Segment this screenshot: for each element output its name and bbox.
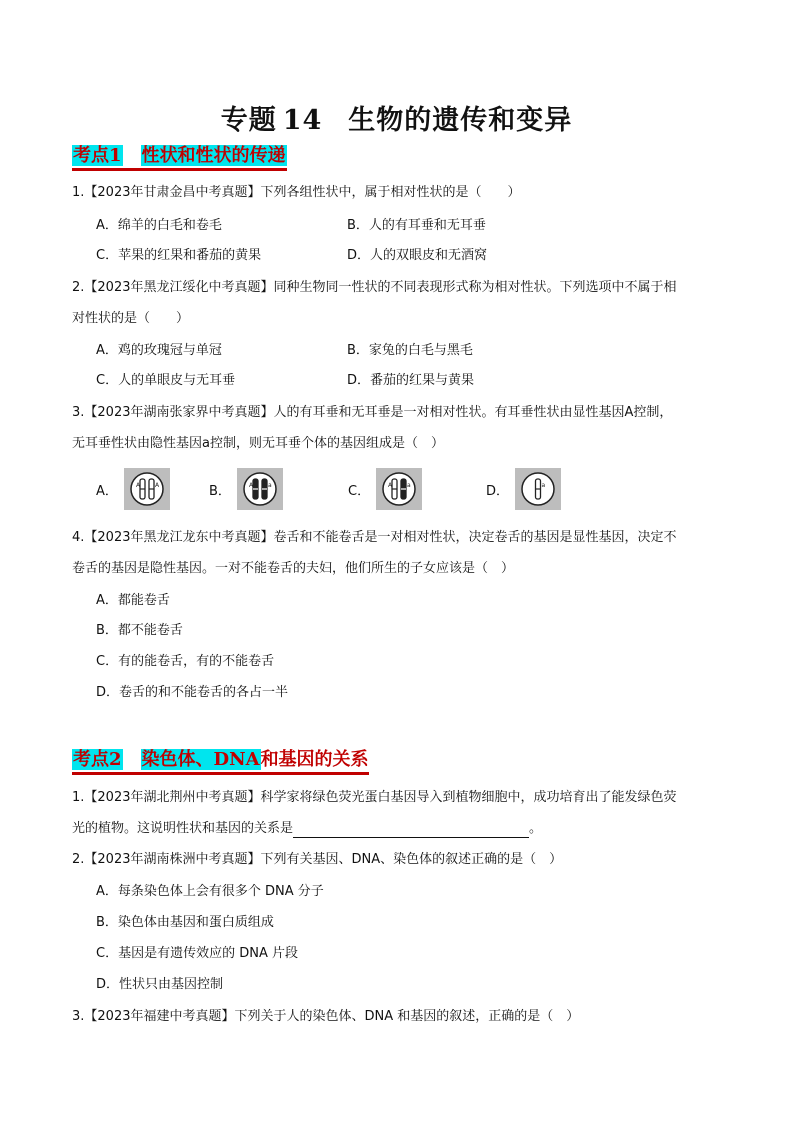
q4-option-d: D．卷舌的和不能卷舌的各占一半: [96, 685, 289, 700]
q1-option-a: A．绵羊的白毛和卷毛: [96, 218, 222, 233]
answer-blank[interactable]: [293, 823, 529, 838]
svg-text:A: A: [154, 482, 160, 489]
svg-text:a: a: [541, 482, 546, 489]
svg-text:a: a: [407, 482, 411, 489]
s2-question-2-stem: 2.【2023年湖南株洲中考真题】下列有关基因、DNA、染色体的叙述正确的是（ ）: [72, 852, 563, 867]
question-2-stem-line1: 2.【2023年黑龙江绥化中考真题】同种生物同一性状的不同表现形式称为相对性状。下列选项中不属于相: [72, 280, 677, 295]
s2q2-option-b: B．染色体由基因和蛋白质组成: [96, 915, 274, 930]
section-title: 性状和性状的传递: [141, 145, 286, 166]
title-main: 专题: [220, 105, 277, 136]
question-4-stem-line1: 4.【2023年黑龙江龙东中考真题】卷舌和不能卷舌是一对相对性状，决定卷舌的基因是显性基因，决定不: [72, 530, 677, 545]
s2q2-option-d: D．性状只由基因控制: [96, 977, 224, 992]
q2-option-c: C．人的单眼皮与无耳垂: [96, 373, 236, 388]
q1-option-c: C．苹果的红果和番茄的黄果: [96, 248, 262, 263]
svg-text:A: A: [135, 482, 141, 489]
s2q2-option-c: C．基因是有遗传效应的 DNA 片段: [96, 946, 298, 961]
svg-text:A: A: [248, 482, 254, 489]
s2-question-3-stem: 3.【2023年福建中考真题】下列关于人的染色体、DNA 和基因的叙述，正确的是（ ）: [72, 1009, 580, 1024]
title-rest: 生物的遗传和变异: [348, 105, 573, 136]
question-4-stem-line2: 卷舌的基因是隐性基因。一对不能卷舌的夫妇，他们所生的子女应该是（ ）: [72, 561, 515, 576]
section-label: 考点1: [73, 145, 122, 166]
page-title: [0, 98, 793, 137]
section-heading-1: [72, 144, 287, 171]
q2-option-d: D．番茄的红果与黄果: [347, 373, 475, 388]
q2-option-a: A．鸡的玫瑰冠与单冠: [96, 343, 222, 358]
chromosome-pair-Aa-icon: [376, 468, 422, 510]
chromosome-pair-Aa-dark-icon: [237, 468, 283, 510]
s2-question-1-stem-line1: 1.【2023年湖北荆州中考真题】科学家将绿色荧光蛋白基因导入到植物细胞中，成功培育出了能发绿色荧: [72, 790, 677, 805]
q4-option-b: B．都不能卷舌: [96, 623, 183, 638]
q1-option-d: D．人的双眼皮和无酒窝: [347, 248, 488, 263]
svg-text:a: a: [267, 482, 272, 489]
q1-option-b: B．人的有耳垂和无耳垂: [347, 218, 486, 233]
chromosome-pair-AA-icon: [124, 468, 170, 510]
s2q2-option-a: A．每条染色体上会有很多个 DNA 分子: [96, 884, 324, 899]
title-number: 14: [282, 105, 323, 136]
section-label: 考点2: [73, 749, 122, 770]
q3-option-b: B． A a: [209, 466, 283, 512]
section-heading-2: [72, 748, 369, 775]
q4-option-c: C．有的能卷舌，有的不能卷舌: [96, 654, 275, 669]
s2-question-1-stem-line2: 光的植物。这说明性状和基因的关系是 。: [72, 821, 543, 836]
chromosome-single-a-icon: [515, 468, 561, 510]
section-title-part2: 和基因的关系: [260, 749, 369, 770]
svg-text:A: A: [388, 482, 393, 489]
q3-option-d: D． a: [486, 466, 561, 512]
question-2-stem-line2: 对性状的是（ ）: [72, 311, 190, 326]
q3-option-c: C． A a: [348, 466, 422, 512]
section-title-part1: 染色体、DNA: [141, 749, 260, 770]
q3-option-a: A． A A: [96, 466, 170, 512]
question-3-stem-line1: 3.【2023年湖南张家界中考真题】人的有耳垂和无耳垂是一对相对性状。有耳垂性状由显性基因A控制，: [72, 405, 673, 420]
q4-option-a: A．都能卷舌: [96, 593, 170, 608]
q2-option-b: B．家兔的白毛与黑毛: [347, 343, 473, 358]
question-1-stem: 1.【2023年甘肃金昌中考真题】下列各组性状中，属于相对性状的是（ ）: [72, 185, 521, 200]
question-3-stem-line2: 无耳垂性状由隐性基因a控制，则无耳垂个体的基因组成是（ ）: [72, 436, 444, 451]
